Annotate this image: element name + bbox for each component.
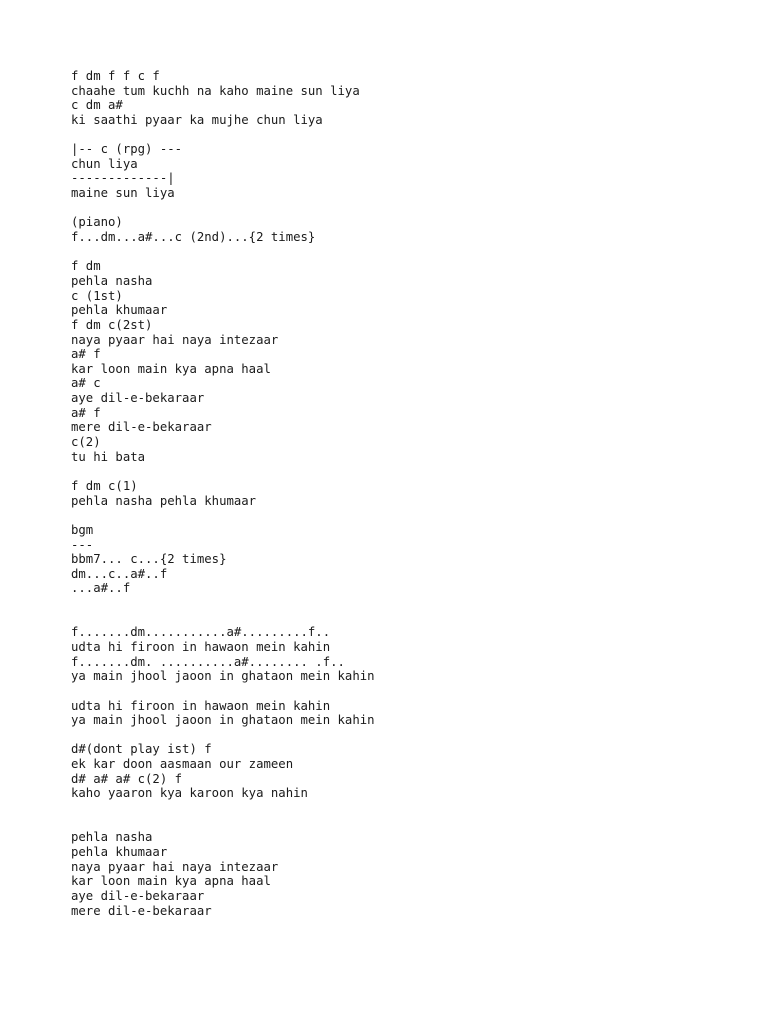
text-line: d# a# a# c(2) f [71, 771, 183, 786]
text-line: aye dil-e-bekaraar [71, 888, 205, 903]
blank-line [71, 684, 751, 699]
text-line: --- [71, 537, 94, 552]
blank-line [71, 596, 751, 611]
text-line: pehla nasha [71, 273, 153, 288]
text-line: ek kar doon aasmaan our zameen [71, 757, 294, 772]
text-line: naya pyaar hai naya intezaar [71, 859, 279, 874]
text-line: kar loon main kya apna haal [71, 361, 271, 376]
text-line: c (1st) [71, 288, 123, 303]
text-line: pehla khumaar [71, 844, 168, 859]
blank-line [71, 245, 751, 260]
blank-line [71, 201, 751, 216]
text-line: chun liya [71, 156, 138, 171]
text-line: c(2) [71, 435, 101, 450]
text-line: bgm [71, 522, 94, 537]
blank-line [71, 508, 751, 523]
text-line: (piano) [71, 215, 123, 230]
text-line: naya pyaar hai naya intezaar [71, 332, 279, 347]
text-line: f dm c(1) [71, 478, 138, 493]
song-sheet [71, 69, 751, 918]
blank-line [71, 801, 751, 816]
text-line: tu hi bata [71, 449, 146, 464]
text-line: pehla khumaar [71, 303, 168, 318]
text-line: pehla nasha pehla khumaar [71, 493, 257, 508]
text-line: d#(dont play ist) f [71, 742, 212, 757]
text-line: chaahe tum kuchh na kaho maine sun liya [71, 83, 360, 98]
blank-line [71, 464, 751, 479]
blank-line [71, 816, 751, 831]
blank-line [71, 128, 751, 143]
text-line: pehla nasha [71, 830, 153, 845]
text-line: ya main jhool jaoon in ghataon mein kahin [71, 713, 375, 728]
text-line: f.......dm...........a#.........f.. [71, 625, 331, 640]
text-line: maine sun liya [71, 186, 175, 201]
text-line: udta hi firoon in hawaon mein kahin [71, 639, 331, 654]
text-line: ki saathi pyaar ka mujhe chun liya [71, 112, 323, 127]
text-line: c dm a# [71, 98, 123, 113]
text-line: mere dil-e-bekaraar [71, 903, 212, 918]
text-line: ya main jhool jaoon in ghataon mein kahin [71, 669, 375, 684]
blank-line [71, 611, 751, 626]
text-line: f...dm...a#...c (2nd)...{2 times} [71, 230, 316, 245]
text-line: f dm f f c f [71, 69, 160, 83]
text-line: a# f [71, 347, 101, 362]
text-line: f.......dm. ..........a#........ .f.. [71, 654, 345, 669]
text-line: |-- c (rpg) --- [71, 142, 183, 157]
text-line: bbm7... c...{2 times} [71, 552, 227, 567]
text-line: dm...c..a#..f [71, 566, 168, 581]
text-line: a# c [71, 376, 101, 391]
text-line: -------------| [71, 171, 175, 186]
text-line: kaho yaaron kya karoon kya nahin [71, 786, 308, 801]
text-line: mere dil-e-bekaraar [71, 420, 212, 435]
text-line: udta hi firoon in hawaon mein kahin [71, 698, 331, 713]
text-line: kar loon main kya apna haal [71, 874, 271, 889]
blank-line [71, 728, 751, 743]
text-line: aye dil-e-bekaraar [71, 391, 205, 406]
text-line: ...a#..f [71, 581, 131, 596]
text-line: f dm [71, 259, 101, 274]
text-line: f dm c(2st) [71, 317, 153, 332]
text-line: a# f [71, 405, 101, 420]
